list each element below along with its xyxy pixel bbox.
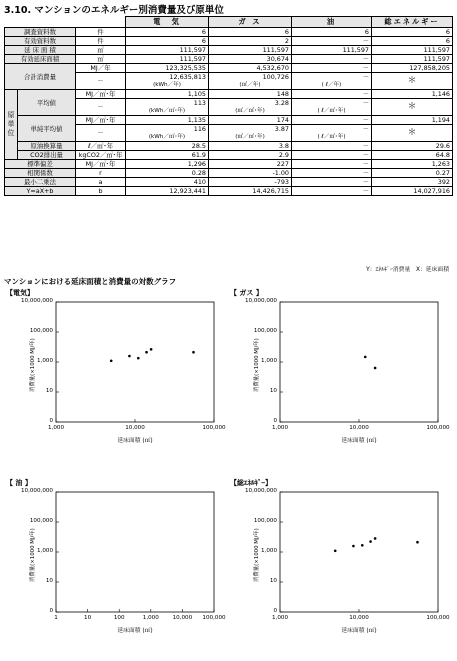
cell-value: － [292,90,372,99]
x-tick-label: 10,000 [349,425,369,431]
row-unit: 件 [76,37,126,46]
x-tick-label: 1 [54,615,58,621]
cell-value: 30,674 [209,55,292,64]
cell-value: 227 [209,160,292,169]
row-unit: ㎡ [76,55,126,64]
cell-value: 113 [126,99,209,108]
row-label: 延 床 面 積 [5,46,76,55]
cell-value: 3.87 [209,125,292,134]
plot-area [228,478,452,638]
cell-value: － [292,64,372,73]
row-label: 原油換算量 [18,142,76,151]
data-point [369,540,372,543]
row-unit: － [76,73,126,90]
y-tick-label: 10,000,000 [244,488,277,494]
row-label: 平均値 [18,90,76,116]
cell-value: － [292,55,372,64]
chart-title: 【総ｴﾈﾙｷﾞｰ】 [230,479,272,487]
cell-value: 1,146 [372,90,453,99]
x-tick-label: 1,000 [47,425,65,431]
chart-gas [228,288,452,448]
chart-title: 【 油 】 [6,479,32,487]
cell-value: － [292,187,372,196]
row-unit: b [76,187,126,196]
chart-total-energy [228,478,452,638]
cell-value: 111,597 [126,46,209,55]
table-row [5,151,453,160]
unit-note: (㎥／㎡･年) [209,107,292,116]
cell-value: 12,635,813 [126,73,209,82]
y-tick-label: 10,000,000 [244,298,277,304]
plot-frame [280,492,438,612]
y-axis-label: 消費量(×1000 MJ/年) [30,528,36,582]
cell-value: 0.28 [126,169,209,178]
table-row [5,169,453,178]
row-label: Y=aX+b [5,187,76,196]
plot-frame [56,302,214,422]
y-tick-label: 1,000 [36,548,53,554]
cell-value: － [292,169,372,178]
row-label: 標準偏差 [5,160,76,169]
chart-electricity [4,288,228,448]
x-tick-label: 100,000 [202,615,226,621]
data-point [374,537,377,540]
y-tick-label: 10 [269,388,277,394]
data-point [137,357,140,360]
y-tick-label: 0 [273,418,277,424]
table-row [5,116,453,125]
table-row [5,64,453,73]
row-label: 合計消費量 [5,64,76,90]
unit-note: ( ℓ／㎡･年) [292,107,372,116]
cell-value: － [292,99,372,108]
plot-frame [280,302,438,422]
y-tick-label: 10,000,000 [20,298,53,304]
row-label: 相関係数 [5,169,76,178]
x-axis-label: 延床面積 (㎡) [341,438,377,444]
table-row [5,142,453,151]
data-point [145,351,148,354]
cell-value: 3.8 [209,142,292,151]
plot-frame [56,492,214,612]
table-row [5,28,453,37]
row-unit: ㎡ [76,46,126,55]
row-label: 有効資料数 [5,37,76,46]
x-tick-label: 10 [84,615,92,621]
cell-value: － [292,125,372,134]
cell-value: 1,105 [126,90,209,99]
table-header-row [5,17,453,28]
cell-value: ＊ [372,73,453,90]
chart-title: 【電気】 [6,289,34,297]
cell-value: 111,597 [209,46,292,55]
cell-value: － [292,160,372,169]
cell-value: 28.5 [126,142,209,151]
row-unit: kgCO2／㎡･年 [76,151,126,160]
table-row [5,37,453,46]
cell-value: 6 [209,28,292,37]
cell-value: 14,027,916 [372,187,453,196]
cell-value: － [292,142,372,151]
unit-note: ( ℓ／㎡･年) [292,133,372,142]
data-point [110,360,113,363]
x-tick-label: 100,000 [426,425,450,431]
row-unit: 件 [76,28,126,37]
row-label: 有効延床面積 [5,55,76,64]
y-axis-label: 消費量(×1000 MJ/年) [254,338,260,392]
cell-value: 148 [209,90,292,99]
cell-value: 6 [372,28,453,37]
y-axis-label: 消費量(×1000 MJ/年) [30,338,36,392]
plot-area [4,288,228,448]
y-tick-label: 10 [269,578,277,584]
cell-value: 111,597 [372,46,453,55]
x-tick-label: 100,000 [202,425,226,431]
cell-value: 392 [372,178,453,187]
cell-value: -1.00 [209,169,292,178]
energy-table [4,16,453,196]
y-tick-label: 0 [49,608,53,614]
cell-value: 64.8 [372,151,453,160]
x-tick-label: 1,000 [271,615,289,621]
cell-value: － [292,73,372,82]
cell-value: 14,426,715 [209,187,292,196]
row-label: CO2排出量 [18,151,76,160]
cell-value: － [292,151,372,160]
cell-value: 3.28 [209,99,292,108]
cell-value: 6 [372,37,453,46]
plot-area [4,478,228,638]
data-point [416,541,419,544]
x-axis-label: 延床面積 (㎡) [117,438,153,444]
data-point [364,356,367,359]
data-point [374,367,377,370]
unit-note: (kWh／㎡･年) [126,133,209,142]
row-unit: ℓ／㎡･年 [76,142,126,151]
y-tick-label: 100,000 [253,518,277,524]
cell-value: 12,923,441 [126,187,209,196]
row-label: 最小二乗法 [5,178,76,187]
data-point [128,355,131,358]
data-point [192,351,195,354]
cell-value: 6 [126,28,209,37]
cell-value: － [292,116,372,125]
chart-title: 【 ガス 】 [230,289,263,297]
table-row [5,90,453,99]
y-tick-label: 1,000 [260,548,277,554]
row-label: 単純平均値 [18,116,76,142]
y-tick-label: 10 [45,388,53,394]
x-tick-label: 1,000 [142,615,159,621]
data-point [352,545,355,548]
row-unit: a [76,178,126,187]
row-label: 調査資料数 [5,28,76,37]
row-unit: MJ／㎡･年 [76,116,126,125]
unit-note: (㎥／年) [209,81,292,90]
cell-value: 100,726 [209,73,292,82]
data-point [334,550,337,553]
cell-value: 1,296 [126,160,209,169]
cell-value: 4,532,670 [209,64,292,73]
row-unit: MJ／㎡･年 [76,90,126,99]
x-tick-label: 10,000 [349,615,369,621]
plot-area [228,288,452,448]
y-tick-label: 0 [273,608,277,614]
cell-value: 116 [126,125,209,134]
cell-value: 123,325,535 [126,64,209,73]
x-tick-label: 10,000 [125,425,145,431]
table-row [5,187,453,196]
unit-note: (kWh／㎡･年) [126,107,209,116]
cell-value: 111,597 [292,46,372,55]
cell-value: 2.9 [209,151,292,160]
row-unit: MJ／㎡･年 [76,160,126,169]
x-tick-label: 100,000 [426,615,450,621]
cell-value: 29.6 [372,142,453,151]
y-tick-label: 1,000 [260,358,277,364]
row-unit: － [76,125,126,142]
cell-value: － [292,37,372,46]
cell-value: 111,597 [126,55,209,64]
y-tick-label: 100,000 [29,518,53,524]
x-tick-label: 100 [113,615,125,621]
chart-oil [4,478,228,638]
y-tick-label: 100,000 [29,328,53,334]
header-oil: 油 [292,17,372,28]
y-tick-label: 100,000 [253,328,277,334]
graphs-title: マンションにおける延床面積と消費量の対数グラフ [4,277,177,286]
cell-value: ＊ [372,125,453,142]
unit-note: (kWh／年) [126,81,209,90]
table-row [5,178,453,187]
x-axis-label: 延床面積 (㎡) [117,628,153,634]
page-title: 3.10. マンションのエネルギー別消費量及び原単位 [4,5,224,16]
row-unit: － [76,99,126,116]
cell-value: 410 [126,178,209,187]
table-row [5,46,453,55]
cell-value: 127,858,205 [372,64,453,73]
table-row [5,160,453,169]
cell-value: -793 [209,178,292,187]
side-label: 原単位 [5,90,18,160]
cell-value: ＊ [372,99,453,116]
x-tick-label: 10,000 [172,615,193,621]
regression-legend: Y：ｴﾈﾙｷﾞｰ消費量 X：延床面積 [366,267,449,273]
y-tick-label: 0 [49,418,53,424]
cell-value: 174 [209,116,292,125]
y-tick-label: 10,000,000 [20,488,53,494]
unit-note: (㎥／㎡･年) [209,133,292,142]
unit-note: ( ℓ／年) [292,81,372,90]
cell-value: 1,194 [372,116,453,125]
cell-value: 0.27 [372,169,453,178]
row-unit: r [76,169,126,178]
cell-value: － [292,178,372,187]
cell-value: 111,597 [372,55,453,64]
header-total: 総エネルギー [372,17,453,28]
x-axis-label: 延床面積 (㎡) [341,628,377,634]
cell-value: 61.9 [126,151,209,160]
y-axis-label: 消費量(×1000 MJ/年) [254,528,260,582]
y-tick-label: 1,000 [36,358,53,364]
cell-value: 1,135 [126,116,209,125]
cell-value: 2 [209,37,292,46]
y-tick-label: 10 [45,578,53,584]
data-point [361,544,364,547]
table-row [5,55,453,64]
header-gas: ガ ス [209,17,292,28]
row-unit: MJ／年 [76,64,126,73]
cell-value: 6 [292,28,372,37]
cell-value: 6 [126,37,209,46]
x-tick-label: 1,000 [271,425,289,431]
header-electricity: 電 気 [126,17,209,28]
cell-value: 1,263 [372,160,453,169]
data-point [150,348,153,351]
